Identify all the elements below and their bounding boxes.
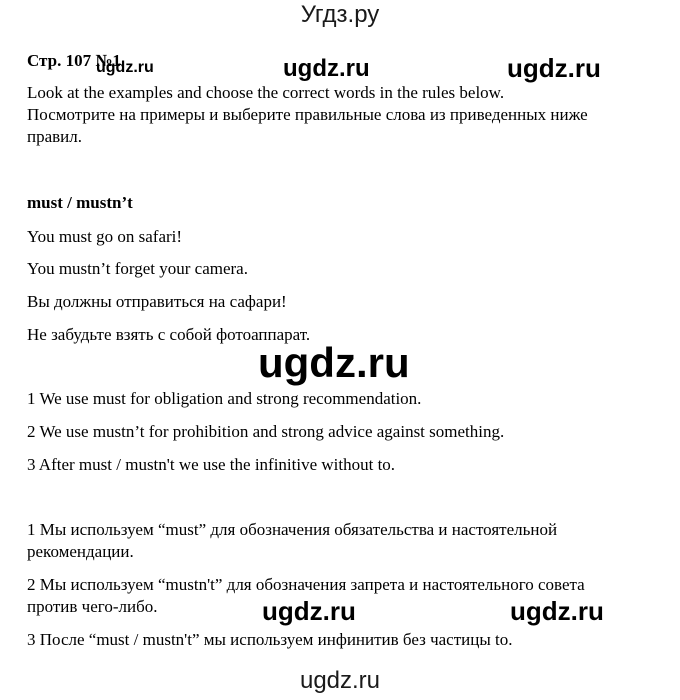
- rule-russian-1-line2: рекомендации.: [27, 542, 134, 561]
- watermark: ugdz.ru: [96, 59, 154, 76]
- watermark: ugdz.ru: [507, 53, 601, 83]
- intro-russian-line2: правил.: [27, 127, 83, 146]
- intro-english: Look at the examples and choose the correct words in the rules below.: [27, 83, 505, 102]
- site-title: Угдз.ру: [300, 1, 380, 28]
- example-sentence: You must go on safari!: [27, 227, 183, 246]
- exercise-reference: Стр. 107 №1: [27, 51, 121, 70]
- watermark: ugdz.ru: [510, 596, 604, 626]
- footer-watermark: ugdz.ru: [299, 667, 381, 694]
- rule-english: 1 We use must for obligation and strong recommendation.: [27, 389, 422, 408]
- rule-english: 2 We use mustn’t for prohibition and strong advice against something.: [27, 422, 505, 441]
- watermark: ugdz.ru: [258, 339, 410, 386]
- intro-russian-line1: Посмотрите на примеры и выберите правильные слова из приведенных ниже: [27, 105, 588, 124]
- rule-english: 3 After must / mustn't we use the infinitive without to.: [27, 455, 396, 474]
- rule-russian-2-line2: против чего-либо.: [27, 597, 158, 616]
- rule-russian-2-line1: 2 Мы используем “mustn't” для обозначения запрета и настоятельного совета: [27, 575, 585, 594]
- watermark: ugdz.ru: [283, 55, 370, 82]
- rule-russian-3: 3 После “must / mustn't” мы используем инфинитив без частицы to.: [27, 630, 513, 649]
- example-sentence: You mustn’t forget your camera.: [27, 259, 248, 278]
- rule-russian-1-line1: 1 Мы используем “must” для обозначения обязательства и настоятельной: [27, 520, 558, 539]
- section-title: must / mustn’t: [27, 193, 133, 212]
- example-translation: Вы должны отправиться на сафари!: [27, 292, 287, 311]
- watermark: ugdz.ru: [262, 596, 356, 626]
- example-translation: Не забудьте взять с собой фотоаппарат.: [27, 325, 311, 344]
